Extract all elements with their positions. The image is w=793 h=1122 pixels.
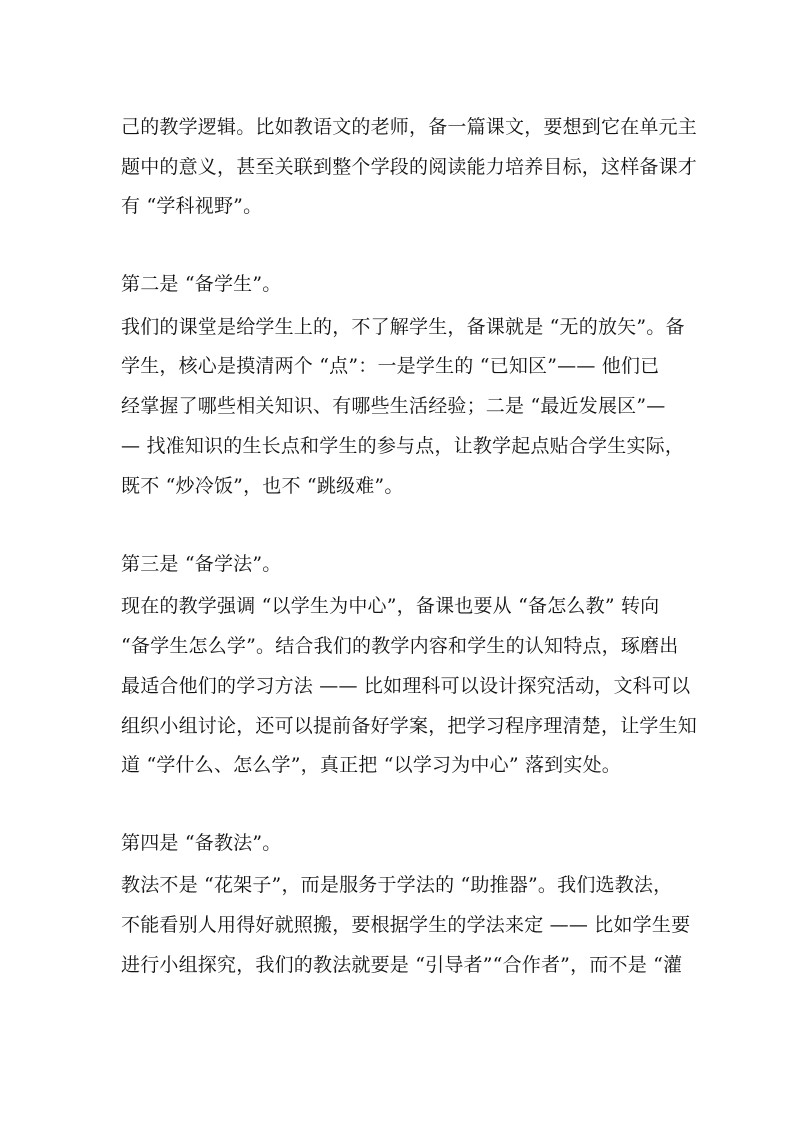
text-line: 最适合他们的学习方法 —— 比如理科可以设计探究活动，文科可以 — [121, 675, 691, 697]
section-heading: 第二是 “备学生”。 — [121, 273, 282, 295]
text-line: 学生，核心是摸清两个 “点”：一是学生的 “已知区”—— 他们已 — [121, 355, 660, 377]
text-line: 既不 “炒冷饭”，也不 “跳级难”。 — [121, 475, 404, 497]
text-line: 组织小组讨论，还可以提前备好学案，把学习程序理清楚，让学生知 — [121, 715, 698, 737]
text-line: 己的教学逻辑。比如教语文的老师，备一篇课文，要想到它在单元主 — [121, 116, 698, 138]
section-heading: 第三是 “备学法”。 — [121, 553, 282, 575]
text-line: 进行小组探究，我们的教法就要是 “引导者”“合作者”，而不是 “灌 — [121, 954, 683, 976]
text-line: 题中的意义，甚至关联到整个学段的阅读能力培养目标，这样备课才 — [121, 156, 698, 178]
text-line: “备学生怎么学”。结合我们的教学内容和学生的认知特点，琢磨出 — [121, 635, 679, 657]
text-line: 道 “学什么、怎么学”，真正把 “以学习为中心” 落到实处。 — [121, 754, 621, 776]
text-line: — 找准知识的生长点和学生的参与点，让教学起点贴合学生实际， — [121, 435, 685, 457]
text-line: 教法不是 “花架子”，而是服务于学法的 “助推器”。我们选教法， — [121, 874, 673, 896]
text-line: 不能看别人用得好就照搬，要根据学生的学法来定 —— 比如学生要 — [121, 914, 691, 936]
section-heading: 第四是 “备教法”。 — [121, 832, 282, 854]
text-line: 现在的教学强调 “以学生为中心”，备课也要从 “备怎么教” 转向 — [121, 595, 660, 617]
text-line: 有 “学科视野”。 — [121, 195, 263, 217]
text-line: 经掌握了哪些相关知识、有哪些生活经验；二是 “最近发展区”— — [121, 395, 666, 417]
text-line: 我们的课堂是给学生上的，不了解学生，备课就是 “无的放矢”。备 — [121, 316, 685, 338]
